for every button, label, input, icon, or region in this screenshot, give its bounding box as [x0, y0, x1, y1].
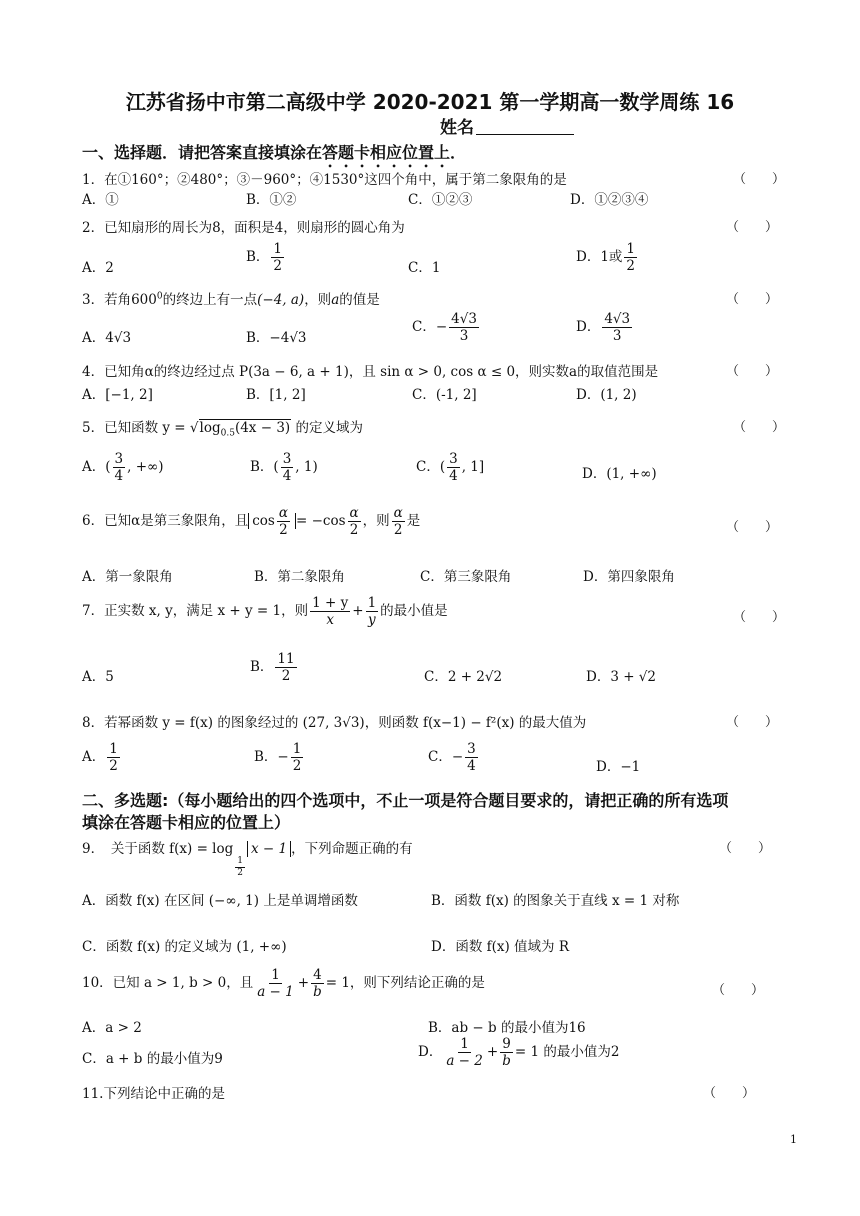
- section2-heading-line1: 二、多选题:（每小题给出的四个选项中，不止一项是符合题目要求的，请把正确的所有选项: [82, 791, 729, 810]
- q2-d-fraction: [624, 242, 637, 273]
- q10-option-c: C．a + b 的最小值为9: [82, 1051, 223, 1067]
- q5-option-b: [250, 452, 318, 483]
- q7-frac-a-num: 1 + y: [312, 595, 349, 611]
- q2-option-b: [246, 242, 286, 273]
- q9-stem: [82, 837, 413, 879]
- q5-log-base: 0.5: [220, 428, 235, 439]
- q7-frac-b: [366, 596, 379, 627]
- q7-stem-a: 7．正实数 x, y，满足 x + y = 1，则: [82, 603, 309, 620]
- q3-angle: 600: [131, 292, 157, 308]
- q1-answer-bracket: （ ）: [733, 172, 786, 187]
- q3-option-c: [412, 312, 481, 343]
- q6-frac-c-num: α: [393, 505, 403, 521]
- q10-frac-a: [255, 968, 296, 999]
- q4-stem: 4．已知角α的终边经过点 P(3a − 6, a + 1)，且 sin α > 0, cos α ≤ 0，则实数a的取值范围是: [82, 364, 659, 380]
- section1-heading-text: 一、选择题．请把答案直接填涂在: [82, 143, 323, 162]
- q11-stem: 11.下列结论中正确的是: [82, 1086, 225, 1102]
- q5-b-num: 3: [282, 451, 292, 467]
- q1-stem: 1．在①160°；②480°；③－960°；④1530°这四个角中，属于第二象限角的是: [82, 172, 567, 188]
- q3-stem: [82, 288, 380, 308]
- q9-log-base-den: 2: [237, 868, 243, 879]
- q8-option-c: [428, 742, 480, 773]
- q3-var: a: [331, 292, 340, 308]
- q3-stem-d: 的终边上有一点: [162, 292, 258, 308]
- q2-d-num: 1: [626, 241, 636, 257]
- q10-frac-b-num: 4: [313, 967, 322, 983]
- q10-d-tail: = 1 的最小值为2: [514, 1044, 620, 1061]
- name-label: 姓名: [440, 118, 474, 138]
- q10-d-frac-b-den: b: [502, 1053, 511, 1070]
- q4-option-b: B．[1, 2]: [246, 387, 306, 403]
- q9-answer-bracket: （ ）: [719, 841, 772, 856]
- q5-c-num: 3: [449, 451, 458, 467]
- q10-plus: +: [297, 975, 310, 992]
- q1-option-d: D．①②③④: [570, 192, 649, 208]
- q7-b-label: B．: [250, 659, 274, 676]
- q8-a-num: 1: [109, 741, 118, 757]
- q9-stem-c: ，下列命题正确的有: [291, 841, 413, 857]
- q10-d-frac-b-num: 9: [502, 1036, 511, 1052]
- name-blank-line: [476, 118, 574, 135]
- q7-option-b: [250, 652, 299, 683]
- q4-answer-bracket: （ ）: [726, 364, 779, 379]
- section1-heading-emphasis: 答题卡相应位置上: [322, 143, 451, 162]
- q5-stem-a: 5．已知函数 y =: [82, 420, 186, 436]
- q7-answer-bracket: （ ）: [733, 610, 786, 625]
- section2-heading-line2: 填涂在答题卡相应的位置上）: [82, 813, 291, 832]
- q7-option-a: A．5: [82, 669, 114, 685]
- q5-a-den: 4: [114, 468, 124, 485]
- q6-option-b: B．第二象限角: [254, 569, 345, 585]
- q5-option-c: [416, 452, 484, 483]
- q8-c-label: C．−: [428, 749, 464, 766]
- q5-b-label: B．(: [250, 459, 279, 476]
- q10-frac-a-num: 1: [271, 967, 280, 983]
- q5-a-tail: , +∞): [127, 459, 164, 476]
- q5-c-tail: , 1]: [461, 459, 485, 476]
- q2-b-label: B．: [246, 249, 270, 266]
- student-name-field: [440, 113, 574, 138]
- q3-answer-bracket: （ ）: [726, 292, 779, 307]
- q2-b-den: 2: [273, 258, 283, 275]
- q6-cos: cos: [252, 513, 275, 530]
- q3-c-label: C．−: [412, 319, 448, 336]
- q4-option-c: C．(-1, 2]: [412, 387, 477, 403]
- q6-frac-a: [277, 506, 290, 537]
- q10-answer-bracket: （ ）: [712, 983, 765, 998]
- q5-c-label: C．(: [416, 459, 446, 476]
- q7-frac-a-den: x: [326, 612, 334, 629]
- q10-d-label: D．: [418, 1044, 443, 1061]
- q6-abs: [248, 505, 296, 539]
- q2-d-den: 2: [626, 258, 636, 275]
- q10-d-frac-a: [444, 1037, 485, 1068]
- q9-option-a: A．函数 f(x) 在区间 (−∞, 1) 上是单调增函数: [82, 893, 358, 909]
- q5-option-d: D．(1, +∞): [582, 466, 657, 482]
- q6-stem-a: 6．已知α是第三象限角，且: [82, 513, 249, 530]
- q3-stem-a: 3．若角: [82, 292, 132, 308]
- q6-frac-b-num: α: [349, 505, 359, 521]
- q10-d-frac-a-num: 1: [460, 1036, 469, 1052]
- q6-frac-a-num: α: [278, 505, 288, 521]
- q10-stem-a: 10．已知 a > 1, b > 0，且: [82, 975, 254, 992]
- q4-option-d: D．(1, 2): [576, 387, 637, 403]
- q8-c-fraction: [465, 742, 478, 773]
- q10-d-frac-b: [500, 1037, 513, 1068]
- q5-c-fraction: [447, 452, 460, 483]
- q6-frac-c: [392, 506, 405, 537]
- q3-stem-h: 的值是: [339, 292, 380, 308]
- q7-stem: [82, 596, 448, 627]
- q5-option-a: [82, 452, 164, 483]
- q6-frac-b: [348, 506, 361, 537]
- q10-frac-b-den: b: [313, 984, 322, 1001]
- q6-stem-c: = −cos: [295, 513, 346, 530]
- q9-option-b: B．函数 f(x) 的图象关于直线 x = 1 对称: [431, 893, 680, 909]
- page-title: 江苏省扬中市第二高级中学 2020-2021 第一学期高一数学周练 16: [125, 90, 735, 114]
- q5-b-fraction: [281, 452, 294, 483]
- q7-plus: +: [352, 603, 364, 620]
- q3-point: (−4, a): [257, 292, 305, 308]
- q5-b-den: 4: [282, 468, 292, 485]
- q8-c-den: 4: [467, 758, 476, 775]
- q2-d-label: D．1或: [576, 249, 623, 266]
- q8-b-label: B．−: [254, 749, 289, 766]
- q5-answer-bracket: （ ）: [733, 420, 786, 435]
- q6-stem-d: ，则: [362, 513, 390, 530]
- q5-log: log: [199, 420, 221, 436]
- q10-d-frac-a-den: a − 2: [446, 1053, 483, 1070]
- q9-option-c: C．函数 f(x) 的定义域为 (1, +∞): [82, 939, 287, 955]
- q5-a-num: 3: [114, 451, 124, 467]
- q8-a-fraction: [107, 742, 120, 773]
- q8-b-den: 2: [292, 758, 302, 775]
- q8-b-fraction: [291, 742, 304, 773]
- q2-b-num: 1: [273, 241, 283, 257]
- q3-option-d: [576, 312, 634, 343]
- q5-log-arg: (4x − 3): [234, 420, 291, 436]
- q2-option-d: [576, 242, 639, 273]
- q7-b-num: 11: [277, 651, 295, 667]
- q10-option-d: [418, 1037, 619, 1068]
- section1-heading: [82, 140, 466, 171]
- q8-option-d: D．−1: [596, 759, 641, 775]
- q6-frac-c-den: 2: [393, 522, 403, 539]
- q3-c-fraction: [449, 312, 479, 343]
- q3-d-den: 3: [612, 328, 622, 345]
- q5-sqrt: [199, 419, 292, 439]
- q10-stem: [82, 968, 485, 999]
- q10-frac-b: [311, 968, 324, 999]
- q8-stem: 8．若幂函数 y = f(x) 的图象经过的 (27, 3√3)，则函数 f(x−1) − f²(x) 的最大值为: [82, 715, 587, 731]
- q5-stem: 5．已知函数 $y = √\log_{0.5}(4x - 3)$ 的定义域为: [82, 420, 363, 439]
- q7-b-den: 2: [281, 668, 291, 685]
- q5-b-tail: , 1): [295, 459, 318, 476]
- q9-stem-a: 9． 关于函数 f(x) = log: [82, 841, 234, 857]
- q8-b-num: 1: [292, 741, 302, 757]
- q8-a-label: A．: [82, 749, 106, 766]
- q3-c-num: 4√3: [451, 311, 477, 327]
- q2-option-a: A．2: [82, 260, 114, 276]
- q11-answer-bracket: （ ）: [703, 1086, 756, 1101]
- q10-frac-a-den: a − 1: [257, 984, 294, 1001]
- q8-option-b: [254, 742, 305, 773]
- q10-option-a: A．a > 2: [82, 1020, 142, 1036]
- q3-stem-f: ，则: [304, 292, 332, 308]
- q3-d-fraction: [602, 312, 632, 343]
- q8-option-a: [82, 742, 122, 773]
- q8-a-den: 2: [109, 758, 118, 775]
- q2-option-c: C．1: [408, 260, 441, 276]
- q6-frac-a-den: 2: [279, 522, 288, 539]
- q5-c-den: 4: [449, 468, 458, 485]
- q1-option-b: B．①②: [246, 192, 297, 208]
- q8-answer-bracket: （ ）: [726, 715, 779, 730]
- q9-log-base: [235, 857, 245, 879]
- q6-stem: [82, 506, 420, 537]
- q7-stem-b: 的最小值是: [380, 603, 448, 620]
- section1-heading-end: ．: [450, 143, 467, 162]
- q6-option-d: D．第四象限角: [583, 569, 675, 585]
- q8-c-num: 3: [467, 741, 476, 757]
- q3-option-b: B．−4√3: [246, 330, 307, 346]
- q1-option-c: C．①②③: [408, 192, 473, 208]
- q7-b-fraction: [275, 652, 296, 683]
- q2-stem: 2．已知扇形的周长为8，面积是4，则扇形的圆心角为: [82, 220, 405, 236]
- q7-frac-a: [310, 596, 350, 627]
- q6-answer-bracket: （ ）: [726, 520, 779, 535]
- q10-option-b: B．ab − b 的最小值为16: [428, 1020, 586, 1036]
- q2-answer-bracket: （ ）: [726, 220, 779, 235]
- q4-option-a: A．[−1, 2]: [82, 387, 153, 403]
- q6-stem-e: 是: [406, 513, 421, 530]
- q6-option-a: A．第一象限角: [82, 569, 173, 585]
- q6-option-c: C．第三象限角: [420, 569, 512, 585]
- q3-d-label: D．: [576, 319, 601, 336]
- q3-c-den: 3: [459, 328, 469, 345]
- q10-d-plus: +: [486, 1044, 499, 1061]
- q7-frac-b-den: y: [368, 612, 376, 629]
- q9-log-base-num: 1: [235, 857, 245, 868]
- q7-frac-b-num: 1: [367, 595, 377, 611]
- q5-a-label: A．(: [82, 459, 111, 476]
- q5-a-fraction: [113, 452, 126, 483]
- q1-option-a: A．①: [82, 192, 119, 208]
- q3-angle-sup: 0: [156, 291, 163, 302]
- page-number: 1: [790, 1133, 797, 1146]
- q7-option-c: C．2 + 2√2: [424, 669, 503, 685]
- q2-b-fraction: [271, 242, 284, 273]
- q3-d-num: 4√3: [604, 311, 631, 327]
- q6-frac-b-den: 2: [349, 522, 359, 539]
- q10-stem-b: = 1，则下列结论正确的是: [325, 975, 485, 992]
- q3-option-a: A．4√3: [82, 330, 132, 346]
- q7-option-d: D．3 + √2: [586, 669, 656, 685]
- q9-abs-arg: x − 1: [247, 841, 291, 857]
- q5-stem-e: 的定义域为: [295, 420, 363, 436]
- q9-option-d: D．函数 f(x) 值域为 R: [431, 939, 570, 955]
